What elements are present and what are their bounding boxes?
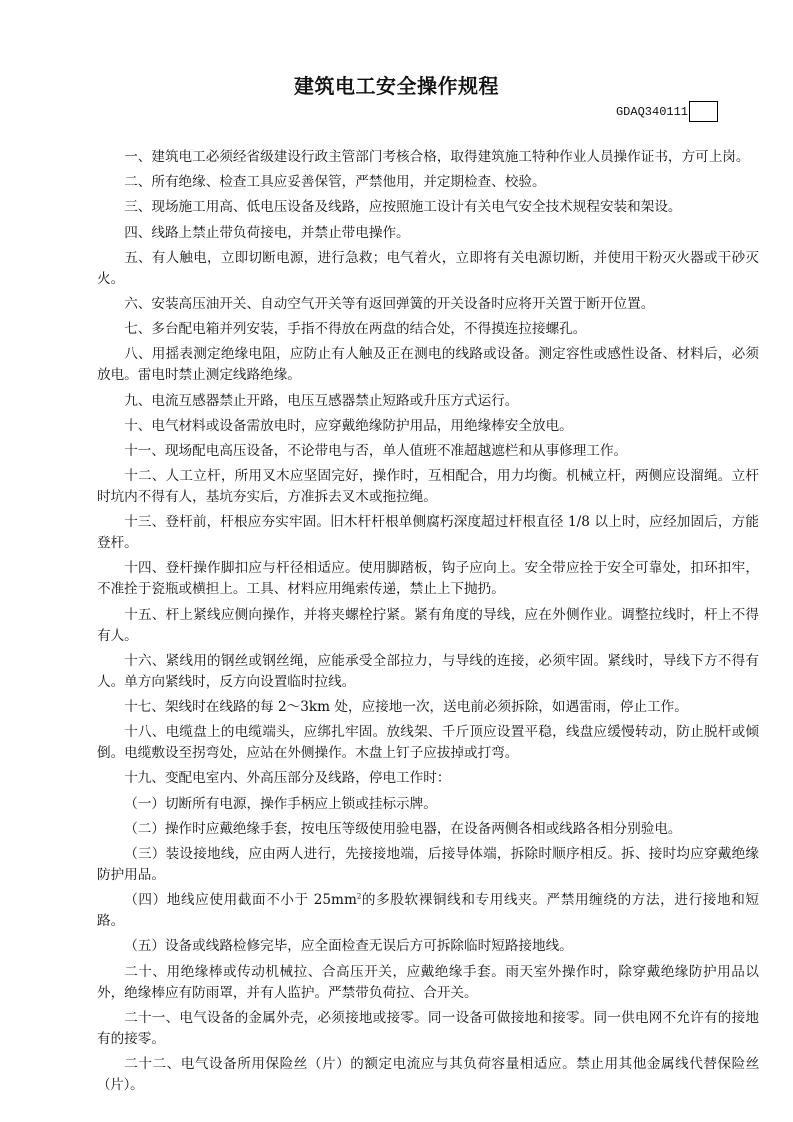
text: 的多股软裸铜线和专用线夹。严禁用缠绕的方法，进行接地和短路。 [97, 892, 759, 930]
paragraph: 四、线路上禁止带负荷接电，并禁止带电操作。 [124, 224, 410, 241]
paragraph: 十、电气材料或设备需放电时，应穿戴绝缘防护用品，用绝缘棒安全放电。 [124, 417, 573, 434]
document-code-box [689, 101, 718, 122]
paragraph: 二十、用绝缘棒或传动机械拉、合高压开关，应戴绝缘手套。雨天室外操作时，除穿戴绝缘防护用品以外，绝缘棒应有防雨罩，并有人监护。严禁带负荷拉、合开关。 [97, 963, 759, 1001]
paragraph: 九、电流互感器禁止开路，电压互感器禁止短路或升压方式运行。 [124, 392, 519, 409]
sub-paragraph: （五）设备或线路检修完毕，应全面检查无误后方可拆除临时短路接地线。 [124, 938, 573, 955]
sub-paragraph: （一）切断所有电源，操作手柄应上锁或挂标示牌。 [124, 795, 437, 812]
paragraph: 十六、紧线用的钢丝或钢丝绳，应能承受全部拉力，与导线的连接，必须牢固。紧线时，导线下方不得有人。单方向紧线时，反方向设置临时拉线。 [97, 652, 759, 690]
paragraph: 七、多台配电箱并列安装，手指不得放在两盘的结合处，不得摸连拉接螺孔。 [124, 321, 587, 338]
sub-paragraph: （二）操作时应戴绝缘手套，按电压等级使用验电器，在设备两侧各相或线路各相分别验电。 [124, 820, 682, 837]
text: （四）地线应使用截面不小于 25mm [124, 892, 357, 909]
paragraph: 二十二、电气设备所用保险丝（片）的额定电流应与其负荷容量相适应。禁止用其他金属线代替保险丝（片）。 [97, 1055, 759, 1093]
paragraph: 十四、登杆操作脚扣应与杆径相适应。使用脚踏板，钩子应向上。安全带应拴于安全可靠处，扣环扣牢，不准拴于瓷瓶或横担上。工具、材料应用绳索传递，禁止上下抛扔。 [97, 560, 759, 598]
document-code [616, 101, 718, 122]
paragraph: 十三、登杆前，杆根应夯实牢固。旧木杆杆根单侧腐朽深度超过杆根直径 1/8 以上时，应经加固后，方能登杆。 [97, 514, 759, 552]
paragraph: 十八、电缆盘上的电缆端头，应绑扎牢固。放线架、千斤顶应设置平稳，线盘应缓慢转动，防止脱杆或倾倒。电缆敷设至拐弯处，应站在外侧操作。木盘上钉子应拔掉或打弯。 [97, 724, 759, 762]
paragraph: 一、建筑电工必须经省级建设行政主管部门考核合格，取得建筑施工特种作业人员操作证书，方可上岗。 [124, 149, 750, 165]
paragraph: 八、用摇表测定绝缘电阻，应防止有人触及正在测电的线路或设备。测定容性或感性设备、材料后，必须放电。雷电时禁止测定线路绝缘。 [97, 346, 759, 384]
document-body [97, 147, 759, 1100]
paragraph: 十二、人工立杆，所用叉木应坚固完好，操作时，互相配合，用力均衡。机械立杆，两侧应设溜绳。立杆时坑内不得有人，基坑夯实后，方准拆去叉木或拖拉绳。 [97, 468, 759, 506]
paragraph: 十七、架线时在线路的每 2～3km 处，应接地一次，送电前必须拆除，如遇雷雨，停止工作。 [124, 699, 688, 715]
sub-paragraph [97, 890, 759, 932]
paragraph: 五、有人触电，立即切断电源，进行急救；电气着火，立即将有关电源切断，并使用干粉灭火器或干砂灭火。 [97, 249, 759, 287]
paragraph: 十九、变配电室内、外高压部分及线路，停电工作时： [124, 770, 451, 787]
document-code-text: GDAQ340111 [615, 104, 688, 119]
superscript: 2 [356, 892, 362, 901]
document-title: 建筑电工安全操作规程 [294, 74, 499, 98]
paragraph: 十五、杆上紧线应侧向操作，并将夹螺栓拧紧。紧有角度的导线，应在外侧作业。调整拉线时，杆上不得有人。 [97, 606, 759, 644]
paragraph: 二、所有绝缘、检查工具应妥善保管，严禁他用，并定期检查、校验。 [124, 174, 546, 191]
paragraph: 六、安装高压油开关、自动空气开关等有返回弹簧的开关设备时应将开关置于断开位置。 [124, 295, 655, 312]
paragraph: 三、现场施工用高、低电压设备及线路，应按照施工设计有关电气安全技术规程安装和架设。 [124, 199, 682, 216]
paragraph: 二十一、电气设备的金属外壳，必须接地或接零。同一设备可做接地和接零。同一供电网不允许有的接地有的接零。 [97, 1009, 759, 1047]
sub-paragraph: （三）装设接地线，应由两人进行，先接接地端，后接导体端，拆除时顺序相反。拆、接时均应穿戴绝缘防护用品。 [97, 845, 759, 883]
paragraph: 十一、现场配电高压设备，不论带电与否，单人值班不准超越遮栏和从事修理工作。 [124, 442, 628, 459]
